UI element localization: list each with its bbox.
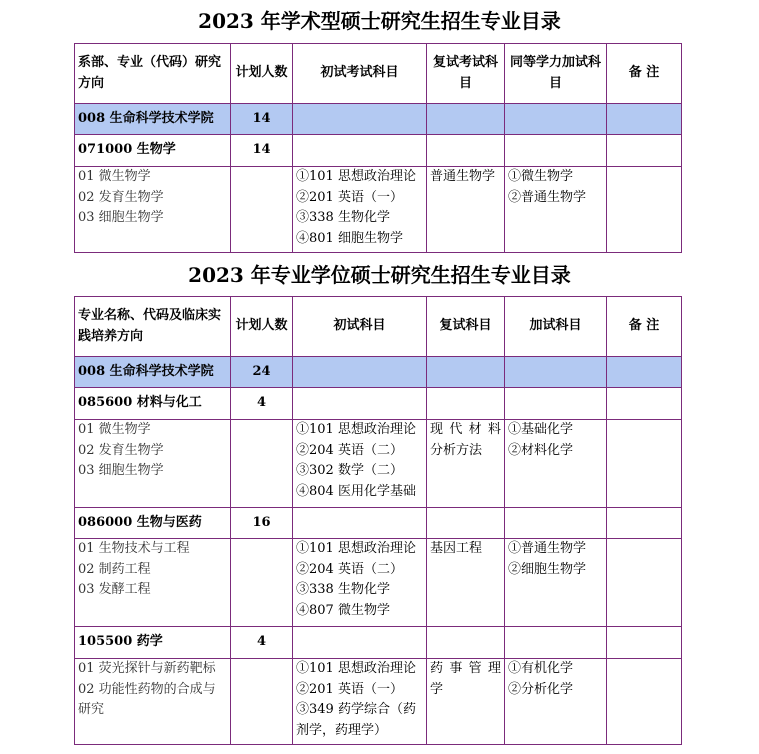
college-row <box>75 104 682 135</box>
directions-cell: 01 荧光探针与新药靶标 02 功能性药物的合成与研究 <box>75 659 231 745</box>
direction-item: 03 细胞生物学 <box>78 463 164 478</box>
college-name: 008 生命科学技术学院 <box>75 104 231 135</box>
exam-item: ①101 思想政治理论 <box>296 541 416 556</box>
detail-row <box>75 539 682 627</box>
detail-row <box>75 659 682 745</box>
header-plan-count: 计划人数 <box>231 44 293 104</box>
college-count: 24 <box>231 357 293 388</box>
header-retest: 复试科目 <box>427 297 505 357</box>
college-count: 14 <box>231 104 293 135</box>
header-remarks: 备 注 <box>607 297 682 357</box>
retest-cell: 药 事 管 理 学 <box>427 659 505 745</box>
header-row <box>75 297 682 357</box>
academic-catalog-table <box>74 43 682 253</box>
extra-item: ①有机化学 <box>508 661 574 676</box>
header-extra-exam: 加试科目 <box>505 297 607 357</box>
major-count: 16 <box>231 508 293 539</box>
header-retest: 复试考试科目 <box>427 44 505 104</box>
header-direction: 专业名称、代码及临床实践培养方向 <box>75 297 231 357</box>
exams-cell: ①101 思想政治理论 ②201 英语（一） ③349 药学综合（药剂学，药理学） <box>293 659 427 745</box>
directions-cell <box>75 420 231 508</box>
header-initial-exam: 初试考试科目 <box>293 44 427 104</box>
college-row <box>75 357 682 388</box>
table2-title: 2023 年专业学位硕士研究生招生专业目录 <box>188 263 571 287</box>
retest-cell: 基因工程 <box>427 539 505 627</box>
extra-item: ①微生物学 <box>508 169 574 184</box>
header-plan-count: 计划人数 <box>231 297 293 357</box>
major-name: 085600 材料与化工 <box>75 388 231 420</box>
header-extra-exam: 同等学力加试科目 <box>505 44 607 104</box>
directions-cell <box>75 167 231 253</box>
extra-cell <box>505 659 607 745</box>
major-row <box>75 135 682 167</box>
table1-title: 2023 年学术型硕士研究生招生专业目录 <box>198 9 561 33</box>
header-initial-exam: 初试科目 <box>293 297 427 357</box>
exam-item: ④804 医用化学基础 <box>296 483 416 499</box>
major-count: 4 <box>231 388 293 420</box>
exam-item: ②204 英语（二） <box>296 442 403 458</box>
direction-item: 03 细胞生物学 <box>78 210 164 225</box>
direction-item: 01 微生物学 <box>78 169 151 184</box>
retest-cell: 普通生物学 <box>427 167 505 253</box>
exam-item: ③338 生物化学 <box>296 210 390 225</box>
exam-item: ②201 英语（一） <box>296 189 403 205</box>
direction-item: 02 制药工程 <box>78 561 151 577</box>
extra-item: ②细胞生物学 <box>508 561 587 577</box>
exam-item: ④807 微生物学 <box>296 602 390 618</box>
major-count: 14 <box>231 135 293 167</box>
directions-cell <box>75 539 231 627</box>
detail-row <box>75 167 682 253</box>
college-name: 008 生命科学技术学院 <box>75 357 231 388</box>
exam-item: ②204 英语（二） <box>296 561 403 577</box>
extra-cell <box>505 539 607 627</box>
retest-cell: 现 代 材 料 分析方法 <box>427 420 505 508</box>
exam-item: ③302 数学（二） <box>296 463 403 478</box>
major-name: 071000 生物学 <box>75 135 231 167</box>
direction-item: 01 微生物学 <box>78 422 151 437</box>
header-row <box>75 44 682 104</box>
header-remarks: 备 注 <box>607 44 682 104</box>
direction-item: 02 发育生物学 <box>78 442 164 458</box>
extra-item: ②普通生物学 <box>508 189 587 205</box>
exam-item: ③338 生物化学 <box>296 582 390 597</box>
major-name: 086000 生物与医药 <box>75 508 231 539</box>
extra-item: ①基础化学 <box>508 422 574 437</box>
exam-item: ①101 思想政治理论 <box>296 169 416 184</box>
direction-item: 02 发育生物学 <box>78 189 164 205</box>
major-row <box>75 508 682 539</box>
exams-cell <box>293 167 427 253</box>
extra-cell <box>505 167 607 253</box>
major-row <box>75 388 682 420</box>
major-count: 4 <box>231 627 293 659</box>
direction-item: 03 发酵工程 <box>78 582 151 597</box>
direction-item: 01 生物技术与工程 <box>78 541 190 556</box>
major-name: 105500 药学 <box>75 627 231 659</box>
extra-item: ①普通生物学 <box>508 541 587 556</box>
major-row <box>75 627 682 659</box>
extra-item: ②材料化学 <box>508 442 574 458</box>
extra-cell <box>505 420 607 508</box>
header-direction: 系部、专业（代码）研究方向 <box>75 44 231 104</box>
exam-item: ④801 细胞生物学 <box>296 230 403 246</box>
exam-item: ①101 思想政治理论 <box>296 422 416 437</box>
detail-row <box>75 420 682 508</box>
extra-item: ②分析化学 <box>508 681 574 697</box>
exams-cell <box>293 539 427 627</box>
professional-catalog-table <box>74 296 682 745</box>
exams-cell <box>293 420 427 508</box>
